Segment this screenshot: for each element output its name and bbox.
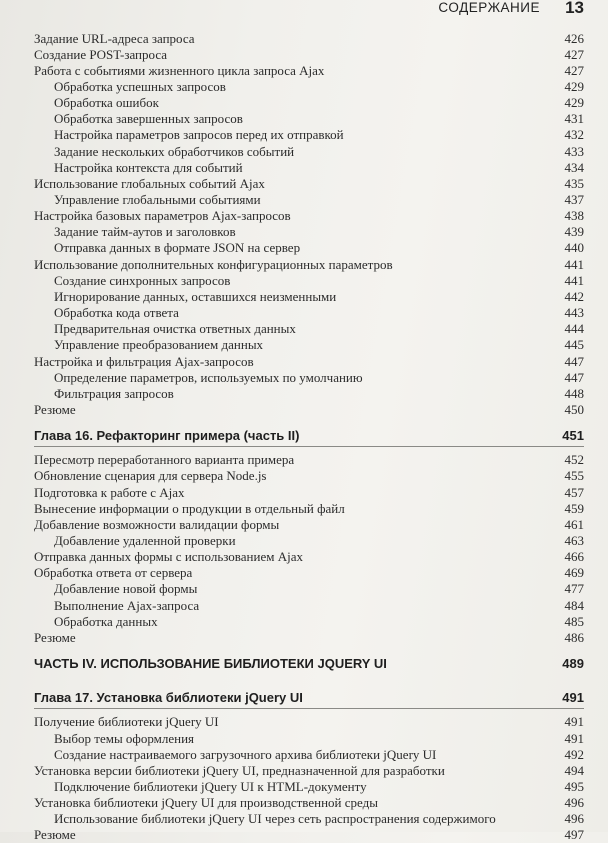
entry-title: Управление глобальными событиями bbox=[54, 192, 261, 207]
entry-page-number: 461 bbox=[564, 516, 584, 532]
toc-entry bbox=[34, 111, 584, 127]
entry-title: Добавление возможности валидации формы bbox=[34, 516, 280, 532]
entry-page-number: 431 bbox=[564, 111, 584, 127]
entry-title: ЧАСТЬ IV. ИСПОЛЬЗОВАНИЕ БИБЛИОТЕКИ JQUERY UI bbox=[34, 656, 387, 672]
header-title: СОДЕРЖАНИЕ bbox=[438, 0, 540, 15]
entry-title: Настройка базовых параметров Ajax-запросов bbox=[34, 208, 291, 224]
toc-entry bbox=[34, 273, 584, 289]
entry-title: Использование библиотеки jQuery UI через сеть распространения содержимого bbox=[54, 811, 496, 827]
entry-title: Пересмотр переработанного варианта примера bbox=[34, 452, 295, 468]
toc-entry bbox=[34, 533, 584, 549]
entry-title: Определение параметров, используемых по умолчанию bbox=[54, 369, 363, 385]
toc-entry bbox=[34, 240, 584, 256]
chapter-rule bbox=[34, 446, 584, 447]
toc-entry bbox=[34, 763, 584, 779]
entry-title: Задание тайм-аутов и заголовков bbox=[54, 224, 236, 240]
toc-entry bbox=[34, 192, 584, 208]
entry-title: Создание синхронных запросов bbox=[54, 272, 231, 288]
entry-title: Отправка данных в формате JSON на сервер bbox=[54, 240, 301, 256]
entry-title: Создание настраиваемого загрузочного архива библиотеки jQuery UI bbox=[54, 746, 437, 762]
entry-title: Добавление новой формы bbox=[54, 581, 198, 597]
toc-entry bbox=[34, 827, 584, 843]
entry-title: Настройка параметров запросов перед их отправкой bbox=[54, 127, 344, 143]
entry-title: Получение библиотеки jQuery UI bbox=[34, 714, 219, 730]
toc-entry bbox=[34, 598, 584, 614]
part-heading bbox=[34, 656, 584, 672]
toc-entry bbox=[34, 289, 584, 305]
toc-entry bbox=[34, 63, 584, 79]
entry-page-number: 432 bbox=[564, 127, 584, 143]
entry-page-number: 434 bbox=[564, 159, 584, 175]
toc-entry bbox=[34, 517, 584, 533]
entry-page-number: 492 bbox=[564, 746, 584, 762]
entry-title: Установка библиотеки jQuery UI для производственной среды bbox=[34, 795, 378, 811]
entry-title: Предварительная очистка ответных данных bbox=[54, 321, 296, 337]
chapter-heading bbox=[34, 690, 584, 706]
toc-entry bbox=[34, 614, 584, 630]
entry-title: Настройка и фильтрация Ajax-запросов bbox=[34, 353, 254, 369]
entry-page-number: 427 bbox=[564, 62, 584, 78]
entry-page-number: 447 bbox=[564, 353, 584, 369]
entry-page-number: 429 bbox=[564, 95, 584, 111]
entry-title: Обработка успешных запросов bbox=[54, 78, 226, 94]
toc-entry bbox=[34, 549, 584, 565]
entry-title: Резюме bbox=[34, 401, 76, 417]
entry-title: Использование глобальных событий Ajax bbox=[34, 175, 265, 191]
chapter-heading bbox=[34, 428, 584, 444]
toc-entry bbox=[34, 257, 584, 273]
entry-page-number: 443 bbox=[564, 305, 584, 321]
entry-title: Использование дополнительных конфигурационных параметров bbox=[34, 256, 393, 272]
entry-title: Обработка кода ответа bbox=[54, 305, 179, 321]
toc-entry bbox=[34, 565, 584, 581]
toc-entry bbox=[34, 452, 584, 468]
entry-page-number: 459 bbox=[564, 500, 584, 516]
entry-title: Добавление удаленной проверки bbox=[54, 533, 236, 548]
entry-page-number: 447 bbox=[564, 369, 584, 385]
entry-page-number: 448 bbox=[564, 385, 584, 401]
toc-entry bbox=[34, 581, 584, 597]
entry-page-number: 444 bbox=[564, 321, 584, 337]
entry-title: Подготовка к работе с Ajax bbox=[34, 484, 185, 500]
toc-entry bbox=[34, 714, 584, 730]
toc-entry bbox=[34, 501, 584, 517]
toc-entry bbox=[34, 160, 584, 176]
entry-page-number: 437 bbox=[564, 192, 584, 207]
entry-title: Резюме bbox=[34, 827, 76, 843]
entry-page-number: 485 bbox=[564, 613, 584, 629]
entry-page-number: 486 bbox=[564, 629, 584, 645]
entry-page-number: 497 bbox=[564, 827, 584, 843]
entry-page-number: 496 bbox=[564, 811, 584, 827]
toc-entry bbox=[34, 321, 584, 337]
entry-title: Задание URL-адреса запроса bbox=[34, 30, 195, 46]
chapter-rule bbox=[34, 708, 584, 709]
entry-page-number: 433 bbox=[564, 143, 584, 159]
entry-title: Обработка ошибок bbox=[54, 95, 159, 111]
toc-entry bbox=[34, 811, 584, 827]
entry-page-number: 495 bbox=[564, 778, 584, 794]
toc-entry bbox=[34, 468, 584, 484]
entry-page-number: 496 bbox=[564, 795, 584, 811]
entry-page-number: 442 bbox=[564, 288, 584, 304]
toc-entry bbox=[34, 795, 584, 811]
entry-page-number: 466 bbox=[564, 549, 584, 565]
toc-entry bbox=[34, 747, 584, 763]
entry-title: Выполнение Ajax-запроса bbox=[54, 597, 200, 613]
entry-page-number: 477 bbox=[564, 581, 584, 597]
entry-title: Обновление сценария для сервера Node.js bbox=[34, 468, 267, 484]
entry-page-number: 469 bbox=[564, 565, 584, 581]
entry-page-number: 426 bbox=[564, 30, 584, 46]
entry-title: Создание POST-запроса bbox=[34, 46, 168, 62]
toc-entry bbox=[34, 337, 584, 353]
entry-page-number: 455 bbox=[564, 468, 584, 484]
entry-title: Фильтрация запросов bbox=[54, 385, 174, 401]
entry-title: Глава 17. Установка библиотеки jQuery UI bbox=[34, 690, 303, 706]
toc-entry bbox=[34, 31, 584, 47]
entry-title: Глава 16. Рефакторинг примера (часть II) bbox=[34, 428, 300, 444]
entry-title: Вынесение информации о продукции в отдельный файл bbox=[34, 500, 345, 516]
entry-page-number: 463 bbox=[564, 533, 584, 548]
entry-title: Подключение библиотеки jQuery UI к HTML-документу bbox=[54, 778, 367, 794]
entry-page-number: 438 bbox=[564, 208, 584, 224]
toc-entry bbox=[34, 208, 584, 224]
entry-page-number: 457 bbox=[564, 484, 584, 500]
toc-entry bbox=[34, 354, 584, 370]
entry-title: Обработка ответа от сервера bbox=[34, 565, 193, 581]
toc-entry bbox=[34, 127, 584, 143]
entry-page-number: 491 bbox=[562, 690, 584, 706]
entry-title: Установка версии библиотеки jQuery UI, предназначенной для разработки bbox=[34, 762, 445, 778]
toc-entry bbox=[34, 485, 584, 501]
header-page-number: 13 bbox=[565, 0, 584, 17]
entry-page-number: 491 bbox=[564, 730, 584, 746]
toc-entry bbox=[34, 47, 584, 63]
entry-title: Игнорирование данных, оставшихся неизменными bbox=[54, 288, 337, 304]
entry-title: Отправка данных формы с использованием Ajax bbox=[34, 549, 303, 565]
entry-title: Задание нескольких обработчиков событий bbox=[54, 143, 295, 159]
entry-page-number: 450 bbox=[564, 401, 584, 417]
entry-title: Работа с событиями жизненного цикла запроса Ajax bbox=[34, 62, 325, 78]
toc-entry bbox=[34, 402, 584, 418]
entry-page-number: 435 bbox=[564, 175, 584, 191]
toc-entry bbox=[34, 79, 584, 95]
entry-page-number: 452 bbox=[564, 452, 584, 468]
toc-entry bbox=[34, 176, 584, 192]
entry-page-number: 445 bbox=[564, 337, 584, 353]
entry-page-number: 441 bbox=[564, 272, 584, 288]
entry-title: Обработка данных bbox=[54, 613, 158, 629]
entry-page-number: 441 bbox=[564, 256, 584, 272]
entry-page-number: 429 bbox=[564, 78, 584, 94]
toc-entry bbox=[34, 731, 584, 747]
toc-entry bbox=[34, 144, 584, 160]
running-header bbox=[0, 0, 608, 18]
entry-page-number: 451 bbox=[562, 428, 584, 444]
toc-entry bbox=[34, 779, 584, 795]
toc-entry bbox=[34, 305, 584, 321]
entry-title: Обработка завершенных запросов bbox=[54, 111, 243, 127]
toc-entry bbox=[34, 95, 584, 111]
entry-page-number: 491 bbox=[564, 714, 584, 730]
entry-title: Выбор темы оформления bbox=[54, 730, 195, 746]
entry-title: Управление преобразованием данных bbox=[54, 337, 264, 353]
entry-page-number: 439 bbox=[564, 224, 584, 240]
toc-entry bbox=[34, 224, 584, 240]
toc-entry bbox=[34, 386, 584, 402]
toc-entry bbox=[34, 630, 584, 646]
entry-page-number: 484 bbox=[564, 597, 584, 613]
toc-entry bbox=[34, 370, 584, 386]
entry-title: Резюме bbox=[34, 629, 76, 645]
entry-page-number: 440 bbox=[564, 240, 584, 256]
entry-page-number: 494 bbox=[564, 762, 584, 778]
entry-page-number: 489 bbox=[562, 656, 584, 672]
entry-title: Настройка контекста для событий bbox=[54, 159, 243, 175]
entry-page-number: 427 bbox=[564, 46, 584, 62]
